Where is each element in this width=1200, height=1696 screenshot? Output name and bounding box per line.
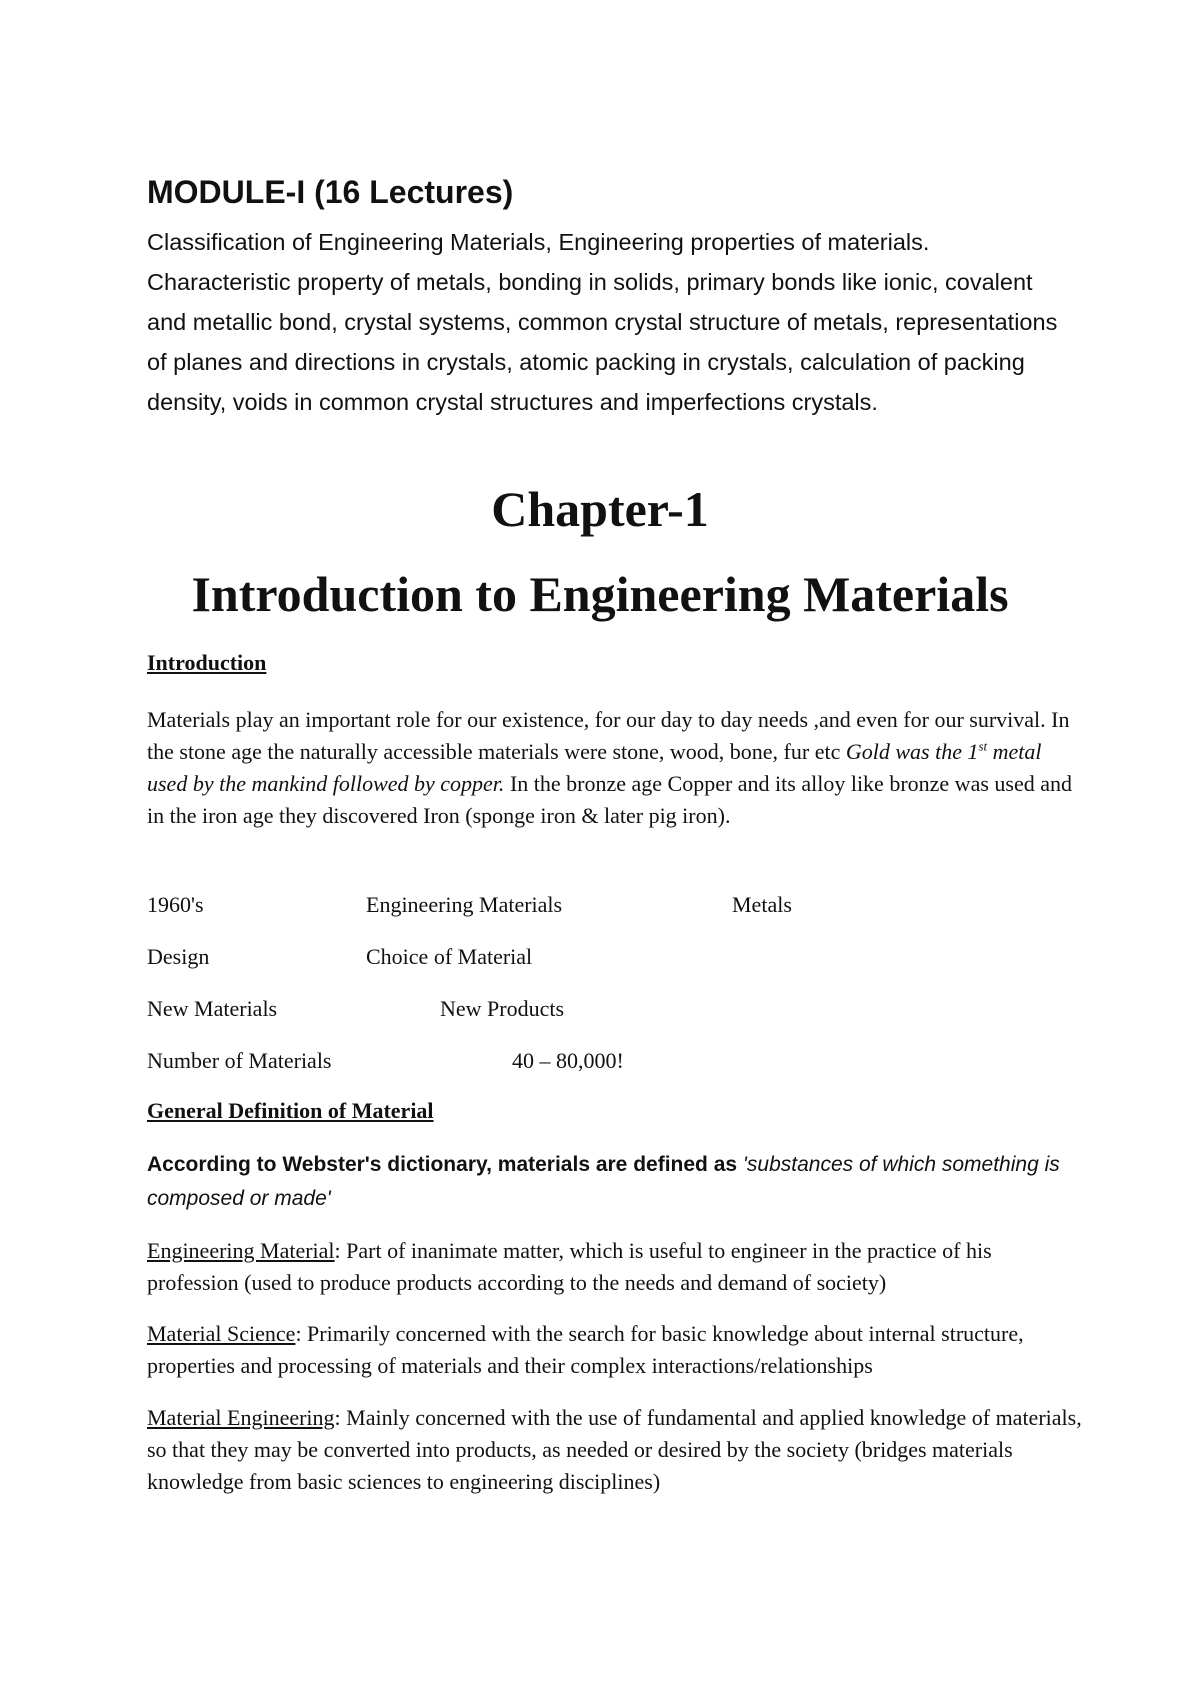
definition-term: Material Science bbox=[147, 1321, 296, 1346]
superscript-st: st bbox=[978, 738, 988, 754]
definition-text: : Mainly concerned with the use of fundamental and applied knowledge of materials, so that they may be converted into products, as needed or desired by the society (bridges materials knowledge from basic sciences to engineering disciplines) bbox=[147, 1405, 1082, 1494]
intro-text-2: In the bronze age Copper and its alloy like bronze was used and in the iron age they discovered Iron (sponge iron & later pig iron). bbox=[147, 771, 1072, 828]
module-syllabus: Classification of Engineering Materials, Engineering properties of materials. Characteristic property of metals, bonding in solids, primary bonds like ionic, covalent and metallic bond, crystal systems, common crystal structure of metals, representations of planes and directions in crystals, atomic packing in crystals, calculation of packing density, voids in common crystal structures and imperfections crystals. bbox=[147, 229, 1058, 415]
row-col-3: Metals bbox=[732, 892, 792, 917]
webster-bold-text: According to Webster's dictionary, materials are defined as bbox=[147, 1153, 743, 1176]
intro-italic-gold: Gold was the 1st metal used by the mankind followed by copper. bbox=[147, 738, 1042, 796]
row-col-1: 1960's bbox=[147, 892, 204, 917]
definition-engineering-material bbox=[147, 1235, 1087, 1299]
definition-text: : Primarily concerned with the search for basic knowledge about internal structure, properties and processing of materials and their complex interactions/relationships bbox=[147, 1321, 1024, 1378]
definition-term: Material Engineering bbox=[147, 1405, 335, 1430]
definition-term: Engineering Material bbox=[147, 1238, 335, 1263]
definition-material-science bbox=[147, 1318, 1087, 1382]
row-col-2: Engineering Materials bbox=[366, 892, 563, 917]
row-col-2: Choice of Material bbox=[366, 944, 533, 969]
row-col-1: Design bbox=[147, 944, 210, 969]
webster-definition bbox=[147, 1148, 1077, 1216]
chapter-title: Introduction to Engineering Materials bbox=[191, 566, 1009, 622]
row-col-2: 40 – 80,000! bbox=[512, 1048, 624, 1073]
definition-material-engineering bbox=[147, 1402, 1087, 1498]
module-title: MODULE-I (16 Lectures) bbox=[147, 174, 514, 210]
general-definition-heading: General Definition of Material bbox=[147, 1098, 434, 1123]
row-col-2: New Products bbox=[440, 996, 565, 1021]
row-col-1: New Materials bbox=[147, 996, 278, 1021]
intro-text-1: Materials play an important role for our existence, for our day to day needs ,and even for our survival. In the stone age the naturally accessible materials were stone, wood, bone, fur etc bbox=[147, 707, 1070, 764]
definition-text: : Part of inanimate matter, which is useful to engineer in the practice of his profession (used to produce products according to the needs and demand of society) bbox=[147, 1238, 992, 1295]
introduction-heading: Introduction bbox=[147, 650, 267, 675]
introduction-paragraph bbox=[147, 704, 1087, 832]
webster-italic-quote: 'substances of which something is composed or made' bbox=[147, 1153, 1060, 1210]
chapter-number: Chapter-1 bbox=[491, 481, 709, 537]
row-col-1: Number of Materials bbox=[147, 1048, 332, 1073]
